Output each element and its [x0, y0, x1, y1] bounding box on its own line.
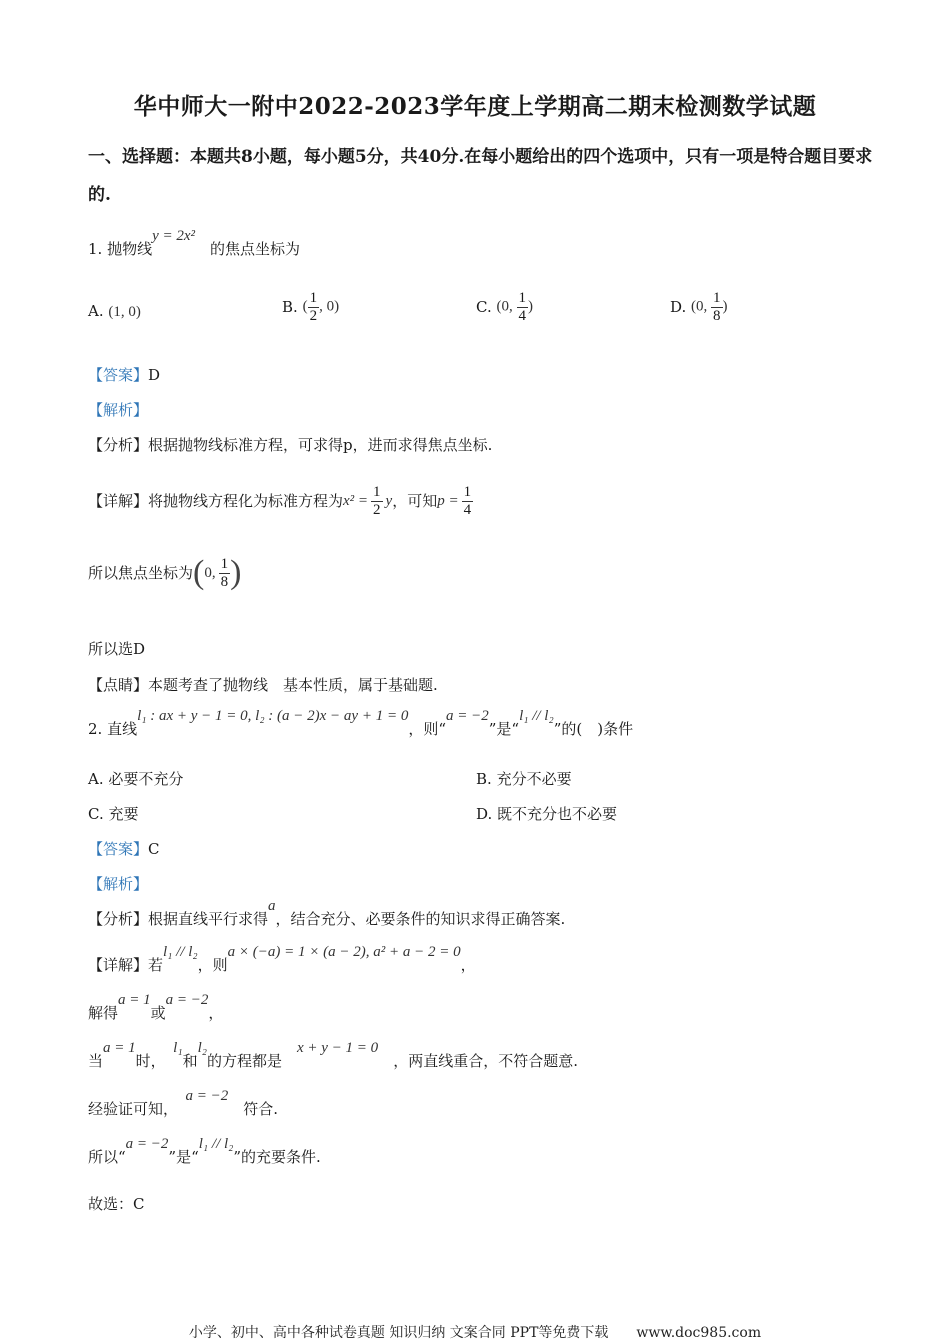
q1-option-b: B. ( $\frac{1}{2}$ , 0) — [282, 290, 340, 324]
q2-verify: 经验证可知， a = −2 符合. — [88, 1088, 279, 1118]
q1-option-a: A. (1, 0) — [88, 302, 141, 320]
page-title: 华中师大一附中2022-2023学年度上学期高二期末检测数学试题 — [133, 93, 817, 120]
q1-choose: 所以选D — [88, 640, 146, 658]
q2-option-a: A. 必要不充分 — [88, 770, 184, 788]
q2-option-c: C. 充要 — [88, 805, 139, 823]
q1-option-d: D. (0, $\frac{1}{8}$ ) — [670, 290, 728, 324]
q2-formula: l₁ : ax + y − 1 = 0, l₂ : (a − 2)x − ay + 1 = 0 — [137, 708, 409, 724]
q2-xiangjie: 【详解】若l₁ // l₂，则a × (−a) = 1 × (a − 2), a² + a − 2 = 0， — [88, 944, 476, 974]
q2-when: 当a = 1时， l₁和l₂的方程都是 x + y − 1 = 0 ，两直线重合，不符合题意. — [88, 1040, 578, 1070]
q1-fenxi: 【分析】根据抛物线标准方程，可求得p，进而求得焦点坐标. — [88, 436, 493, 454]
page-footer: 小学、初中、高中各种试卷真题 知识归纳 文案合同 PPT等免费下载 www.doc985.com — [188, 1325, 762, 1341]
q1-answer: 【答案】D — [88, 366, 161, 384]
q1-option-c: C. (0, $\frac{1}{4}$ ) — [476, 290, 533, 324]
q2-analysis-tag: 【解析】 — [88, 875, 149, 893]
q2-option-b: B. 充分不必要 — [476, 770, 572, 788]
question-1: 1. 抛物线y = 2x² 的焦点坐标为 — [88, 228, 301, 258]
q2-solve: 解得a = 1或a = −2， — [88, 992, 224, 1022]
q1-analysis-tag: 【解析】 — [88, 401, 149, 419]
section-heading: 一、选择题：本题共8小题，每小题5分，共40分.在每小题给出的四个选项中，只有一项是特合题目要求的. — [88, 147, 873, 205]
q2-conclude: 所以“a = −2”是“l₁ // l₂”的充要条件. — [88, 1136, 321, 1166]
q1-dianjing: 【点睛】本题考查了抛物线 基本性质，属于基础题. — [88, 676, 438, 694]
q1-formula: y = 2x² — [152, 228, 196, 244]
q2-final: 故选：C — [88, 1195, 145, 1213]
q1-focus: 所以焦点坐标为(0, $\frac{1}{8}$ ) — [88, 554, 242, 591]
q2-fenxi: 【分析】根据直线平行求得a，结合充分、必要条件的知识求得正确答案. — [88, 898, 566, 928]
q1-xiangjie: 【详解】将抛物线方程化为标准方程为x² = $\frac{1}{2}$ y，可知p = $\frac{1}{4}$ — [88, 484, 472, 518]
question-2: 2. 直线l₁ : ax + y − 1 = 0, l₂ : (a − 2)x − ay + 1 = 0，则“a = −2”是“l₁ // l₂”的( )条件 — [88, 708, 634, 738]
q2-answer: 【答案】C — [88, 840, 160, 858]
q2-option-d: D. 既不充分也不必要 — [476, 805, 618, 823]
